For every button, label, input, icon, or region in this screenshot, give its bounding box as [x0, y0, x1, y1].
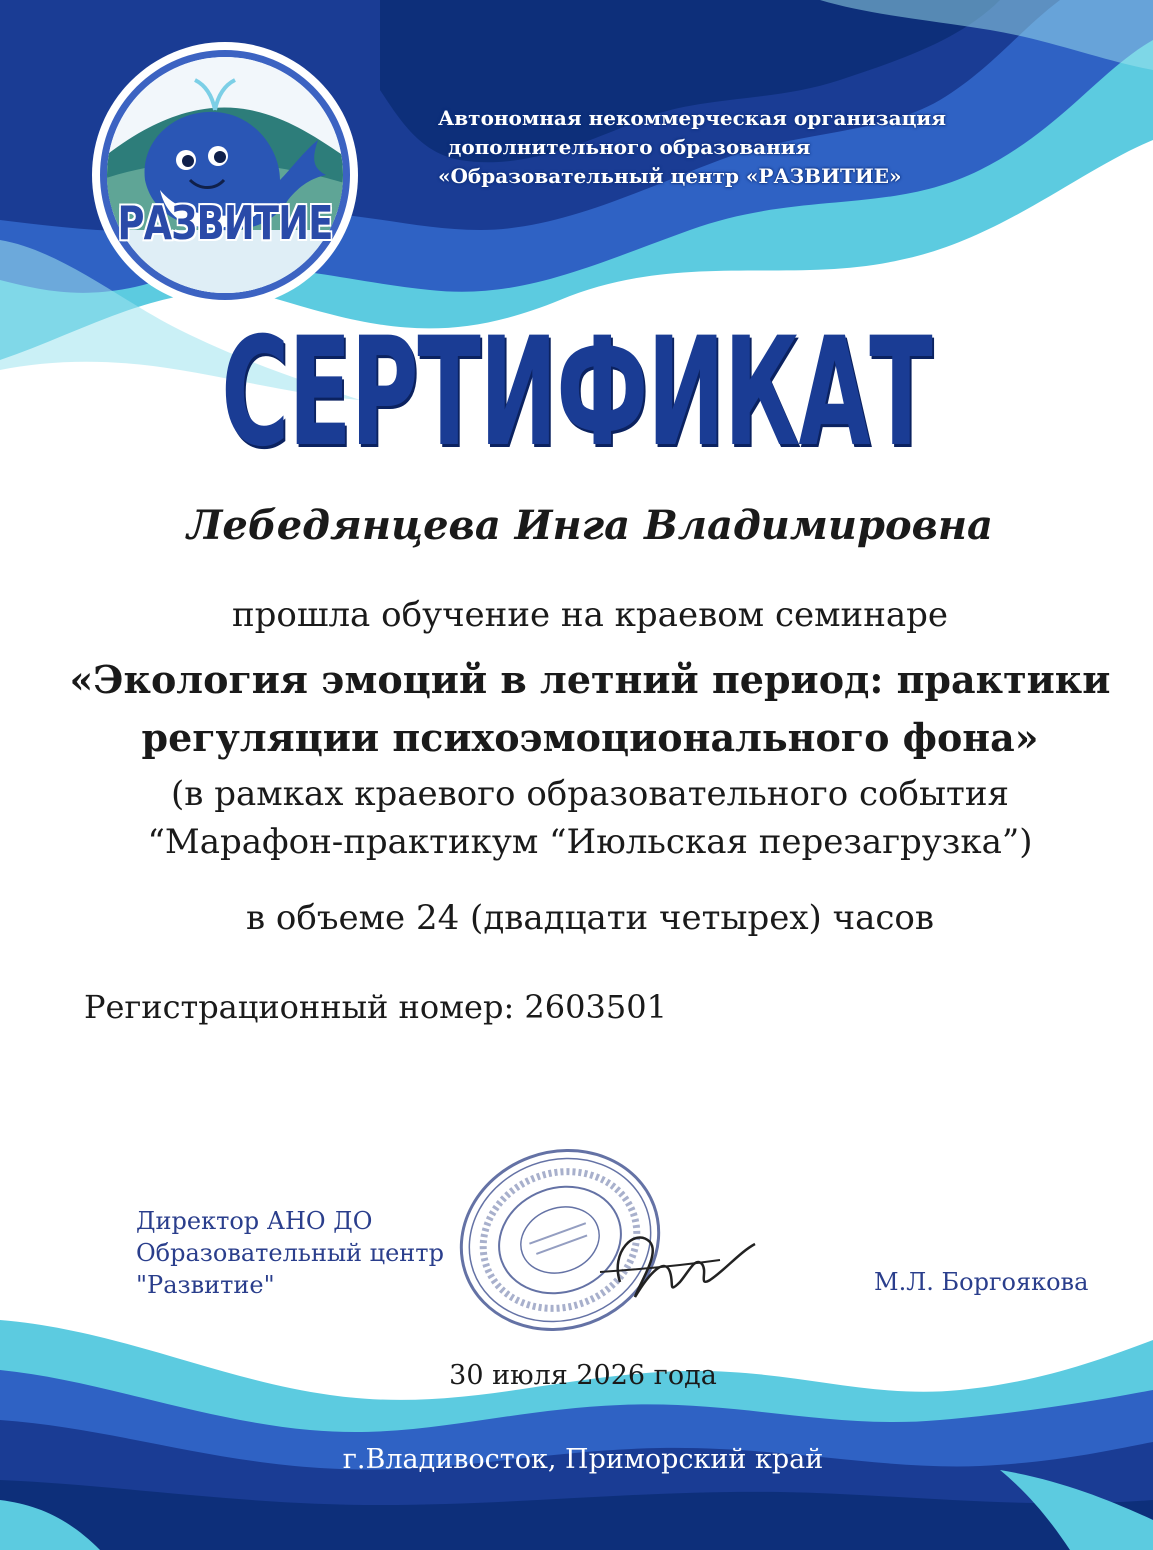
hours-volume: в объеме 24 (двадцати четырех) часов: [245, 898, 935, 938]
org-line-2: дополнительного образования: [448, 135, 811, 159]
director-line-2: Образовательный центр: [136, 1239, 444, 1267]
course-title: [0, 651, 1153, 767]
framework-text: [0, 770, 1153, 866]
passed-text: прошла обучение на краевом семинаре: [231, 595, 949, 635]
organization-name: [438, 104, 1038, 191]
logo-text: РАЗВИТИЕ: [117, 196, 333, 250]
framework-line-2: “Марафон-практикум “Июльская перезагрузка”): [147, 822, 1033, 862]
course-line-1: «Экология эмоций в летний период: практики: [69, 657, 1111, 702]
issue-date: 30 июля 2026 года: [449, 1360, 717, 1391]
registration-number: Регистрационный номер: 2603501: [84, 988, 667, 1026]
director-line-3: "Развитие": [136, 1271, 275, 1299]
director-line-1: Директор АНО ДО: [136, 1207, 373, 1235]
signature-icon: [590, 1212, 760, 1312]
director-title: [136, 1205, 444, 1301]
city-location: г.Владивосток, Приморский край: [342, 1444, 824, 1475]
signer-name: М.Л. Боргоякова: [874, 1268, 1089, 1296]
recipient-name: Лебедянцева Инга Владимировна: [187, 502, 993, 549]
framework-line-1: (в рамках краевого образовательного события: [171, 774, 1009, 814]
course-line-2: регуляции психоэмоционального фона»: [141, 715, 1039, 760]
org-line-1: Автономная некоммерческая организация: [438, 106, 947, 130]
whale-icon: [90, 40, 360, 310]
certificate-title: СЕРТИФИКАТ: [221, 306, 932, 480]
org-line-3: «Образовательный центр «РАЗВИТИЕ»: [438, 164, 902, 188]
